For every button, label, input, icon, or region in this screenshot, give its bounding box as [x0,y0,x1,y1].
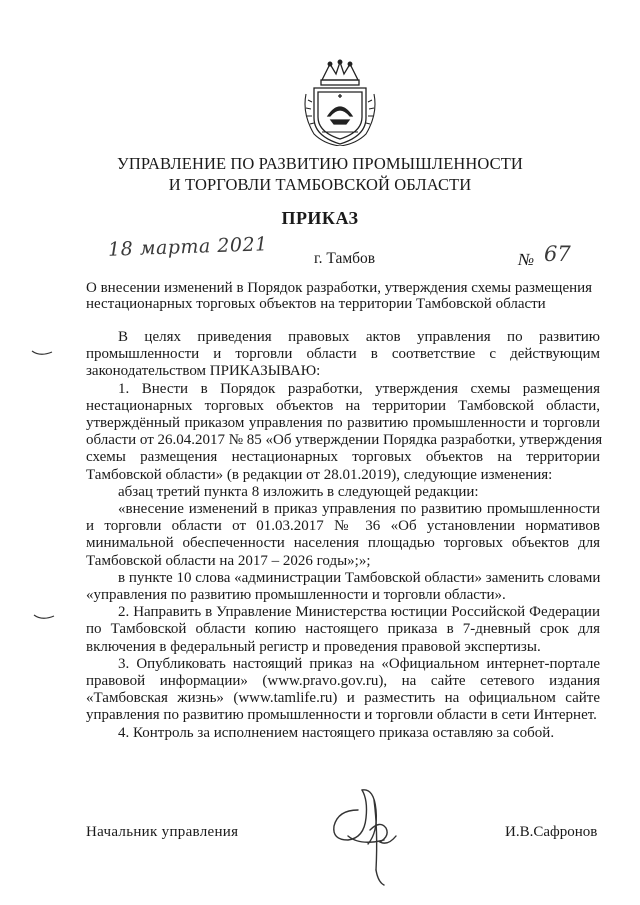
body-line: нестационарных торговых объектов на территории Тамбовской области, [86,397,600,414]
subject-line-1: О внесении изменений в Порядок разработки, утверждения схемы размещения [86,280,593,296]
margin-mark-icon [32,612,56,622]
body-line: минимальной обеспеченности населения площадью торговых объектов для [86,535,600,552]
number-label: № [518,250,535,269]
organization-line-1: УПРАВЛЕНИЕ ПО РАЗВИТИЮ ПРОМЫШЛЕННОСТИ [117,154,523,173]
body-line: области от 26.04.2017 № 85 «Об утверждении Порядка разработки, утверждения [86,432,603,449]
body-line: схемы размещения нестационарных торговых объектов на территории [86,449,600,466]
body-line: 1. Внести в Порядок разработки, утверждения схемы размещения [118,380,600,397]
body-line: и торговли области от 01.03.2017 № 36 «Об установлении нормативов [86,518,600,535]
body-line: включения в федеральный регистр и проведения правовой экспертизы. [86,638,541,655]
body-line: управления по развитию промышленности и торговли области в сети Интернет. [86,707,597,724]
body-line: «внесение изменений в приказ управления по развитию промышленности [118,501,600,518]
handwritten-date: 18 марта 2021 [107,233,269,261]
body-line: «управления по развитию промышленности и торговли области». [86,587,506,604]
body-line: 4. Контроль за исполнением настоящего приказа оставляю за собой. [118,724,555,741]
body-line: по Тамбовской области копию настоящего приказа в 7-дневный срок для [86,621,600,638]
body-line: 3. Опубликовать настоящий приказ на «Официальном интернет-портале [118,655,600,672]
handwritten-number: 67 [544,242,571,266]
body-line: в пункте 10 слова «администрации Тамбовской области» заменить словами [118,569,601,586]
body-line: Тамбовской области» (в редакции от 28.01.2019), следующие изменения: [86,466,553,483]
city: г. Тамбов [314,250,376,267]
document-type: ПРИКАЗ [281,208,359,228]
body-line: промышленности и торговли области в соответствие с действующим [86,346,600,363]
body-line: абзац третий пункта 8 изложить в следующей редакции: [118,483,479,500]
body-line: «Тамбовская жизнь» (www.tamlife.ru) и разместить на официальном сайте [86,690,600,707]
document-subject [86,280,598,312]
coat-of-arms-icon [300,58,380,146]
document-body [86,329,603,742]
signature-icon [318,770,428,890]
organization-line-2: И ТОРГОВЛИ ТАМБОВСКОЙ ОБЛАСТИ [168,175,472,194]
body-line: Тамбовской области на 2017 – 2026 годы»;»; [86,552,371,569]
signatory-name: И.В.Сафронов [505,824,598,840]
body-line: 2. Направить в Управление Министерства юстиции Российской Федерации [118,604,600,621]
organization-name [0,153,640,195]
body-line: правовой информации» (www.pravo.gov.ru), на сайте сетевого издания [86,673,600,690]
body-line: В целях приведения правовых актов управления по развитию [118,329,600,345]
body-line: законодательством ПРИКАЗЫВАЮ: [86,363,321,380]
subject-line-2: нестационарных торговых объектов на территории Тамбовской области [86,296,546,312]
margin-mark-icon [30,348,54,358]
signatory-position: Начальник управления [86,824,239,840]
body-line: утверждённый приказом управления по развитию промышленности и торговли [86,415,600,432]
